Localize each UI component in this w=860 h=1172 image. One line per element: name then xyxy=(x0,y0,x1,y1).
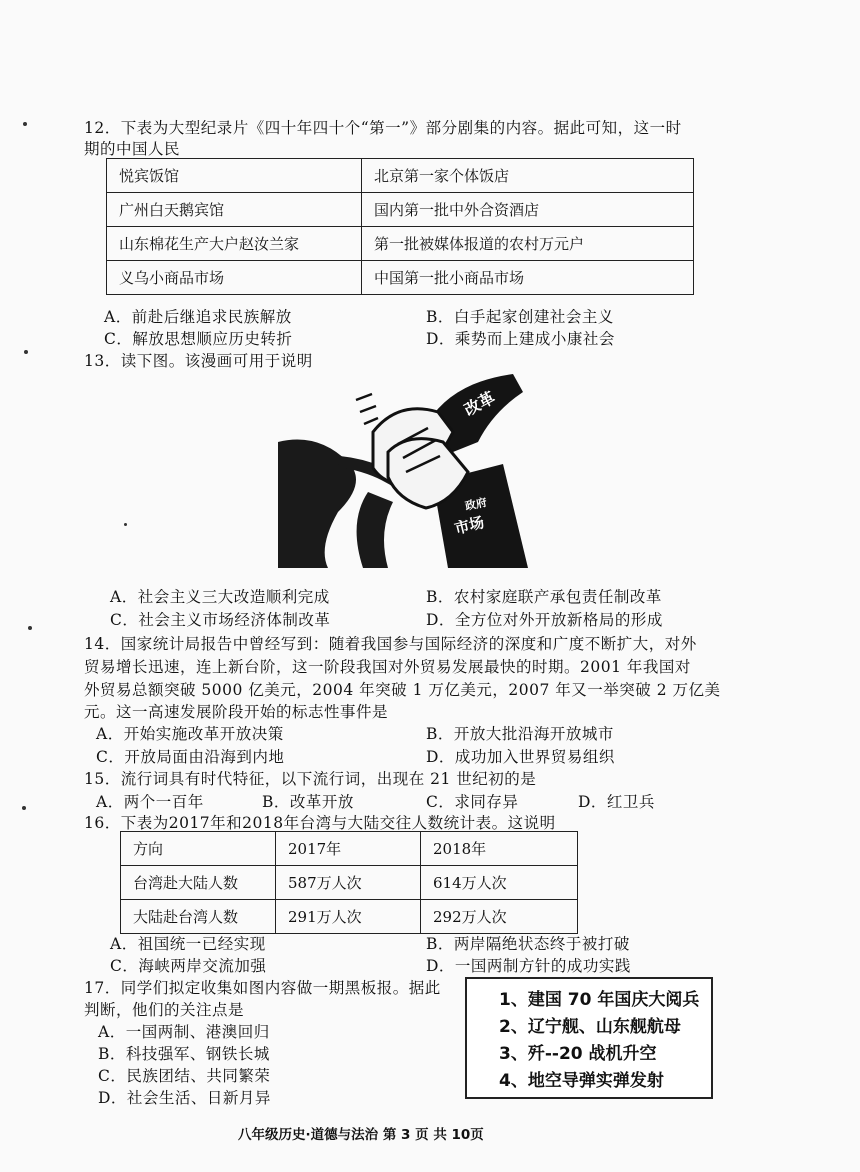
q12-stem-line1: 12．下表为大型纪录片《四十年四十个“第一”》部分剧集的内容。据此可知，这一时 xyxy=(84,119,682,137)
q15-option-b[interactable]: B．改革开放 xyxy=(262,793,354,811)
q14-option-d[interactable]: D．成功加入世界贸易组织 xyxy=(426,748,615,766)
table-cell: 悦宾饭馆 xyxy=(107,159,362,193)
table-cell: 614万人次 xyxy=(421,866,578,900)
q17-option-a[interactable]: A．一国两制、港澳回归 xyxy=(98,1023,270,1041)
table-row xyxy=(121,900,578,934)
q16-option-a[interactable]: A．祖国统一已经实现 xyxy=(110,935,266,953)
table-cell: 大陆赴台湾人数 xyxy=(121,900,276,934)
q14-line1: 14．国家统计局报告中曾经写到：随着我国参与国际经济的深度和广度不断扩大，对外 xyxy=(84,635,697,653)
q17-option-c[interactable]: C．民族团结、共同繁荣 xyxy=(98,1067,271,1085)
q12-option-b[interactable]: B．白手起家创建社会主义 xyxy=(426,308,614,326)
cartoon-label-gov: 政府 xyxy=(463,495,489,513)
table-cell: 方向 xyxy=(121,832,276,866)
q16-option-b[interactable]: B．两岸隔绝状态终于被打破 xyxy=(426,935,630,953)
q17-option-d[interactable]: D．社会生活、日新月异 xyxy=(98,1089,271,1107)
q13-option-b[interactable]: B．农村家庭联产承包责任制改革 xyxy=(426,588,662,606)
reform-cartoon-image xyxy=(278,372,528,568)
q12-option-c[interactable]: C．解放思想顺应历史转折 xyxy=(104,330,293,348)
table-row xyxy=(107,193,694,227)
table-cell: 义乌小商品市场 xyxy=(107,261,362,295)
board-item: 2、辽宁舰、山东舰航母 xyxy=(499,1017,681,1037)
scan-speck xyxy=(24,350,28,354)
table-row xyxy=(107,261,694,295)
scan-speck xyxy=(23,122,27,126)
q13-option-d[interactable]: D．全方位对外开放新格局的形成 xyxy=(426,611,663,629)
board-item: 4、地空导弹实弹发射 xyxy=(499,1071,664,1091)
table-row xyxy=(107,227,694,261)
q13-stem: 13．读下图。该漫画可用于说明 xyxy=(84,352,313,370)
blackboard-topic-box xyxy=(465,977,713,1099)
cartoon-label-market: 市场 xyxy=(452,513,487,538)
q12-table xyxy=(106,158,694,295)
q15-option-d[interactable]: D．红卫兵 xyxy=(578,793,655,811)
table-cell: 2017年 xyxy=(276,832,421,866)
scan-speck xyxy=(28,626,32,630)
table-cell: 292万人次 xyxy=(421,900,578,934)
q12-option-d[interactable]: D．乘势而上建成小康社会 xyxy=(426,330,615,348)
table-row xyxy=(121,866,578,900)
q15-option-c[interactable]: C．求同存异 xyxy=(426,793,519,811)
table-cell: 山东棉花生产大户赵汝兰家 xyxy=(107,227,362,261)
q14-option-b[interactable]: B．开放大批沿海开放城市 xyxy=(426,725,614,743)
q13-option-a[interactable]: A．社会主义三大改造顺利完成 xyxy=(110,588,330,606)
q17-line2: 判断，他们的关注点是 xyxy=(84,1001,245,1019)
q14-line3: 外贸易总额突破 5000 亿美元，2004 年突破 1 万亿美元，2007 年又一举突破 2 万亿美 xyxy=(84,681,721,699)
table-cell: 中国第一批小商品市场 xyxy=(362,261,694,295)
table-cell: 587万人次 xyxy=(276,866,421,900)
table-cell: 广州白天鹅宾馆 xyxy=(107,193,362,227)
q14-option-c[interactable]: C．开放局面由沿海到内地 xyxy=(96,748,285,766)
cartoon-label-reform: 改革 xyxy=(460,387,499,420)
q16-stem: 16．下表为2017年和2018年台湾与大陆交往人数统计表。这说明 xyxy=(84,814,556,832)
table-row xyxy=(107,159,694,193)
table-cell: 291万人次 xyxy=(276,900,421,934)
q16-table xyxy=(120,831,578,934)
page-footer: 八年级历史·道德与法治 第 3 页 共 10页 xyxy=(238,1127,484,1143)
table-cell: 2018年 xyxy=(421,832,578,866)
q17-line1: 17．同学们拟定收集如图内容做一期黑板报。据此 xyxy=(84,979,441,997)
q14-option-a[interactable]: A．开始实施改革开放决策 xyxy=(96,725,284,743)
q14-line4: 元。这一高速发展阶段开始的标志性事件是 xyxy=(84,703,389,721)
q15-stem: 15．流行词具有时代特征，以下流行词，出现在 21 世纪初的是 xyxy=(84,770,537,788)
q12-stem-line2: 期的中国人民 xyxy=(84,140,181,158)
table-cell: 北京第一家个体饭店 xyxy=(362,159,694,193)
q17-option-b[interactable]: B．科技强军、钢铁长城 xyxy=(98,1045,270,1063)
q14-line2: 贸易增长迅速，连上新台阶，这一阶段我国对外贸易发展最快的时期。2001 年我国对 xyxy=(84,658,691,676)
scan-speck xyxy=(22,806,26,810)
table-row xyxy=(121,832,578,866)
board-item: 1、建国 70 年国庆大阅兵 xyxy=(499,990,700,1010)
q16-option-d[interactable]: D．一国两制方针的成功实践 xyxy=(426,957,631,975)
q13-option-c[interactable]: C．社会主义市场经济体制改革 xyxy=(110,611,331,629)
scan-speck xyxy=(124,523,127,526)
table-cell: 国内第一批中外合资酒店 xyxy=(362,193,694,227)
board-item: 3、歼--20 战机升空 xyxy=(499,1044,657,1064)
q15-option-a[interactable]: A．两个一百年 xyxy=(96,793,204,811)
table-cell: 台湾赴大陆人数 xyxy=(121,866,276,900)
table-cell: 第一批被媒体报道的农村万元户 xyxy=(362,227,694,261)
q16-option-c[interactable]: C．海峡两岸交流加强 xyxy=(110,957,267,975)
q12-option-a[interactable]: A．前赴后继追求民族解放 xyxy=(104,308,292,326)
